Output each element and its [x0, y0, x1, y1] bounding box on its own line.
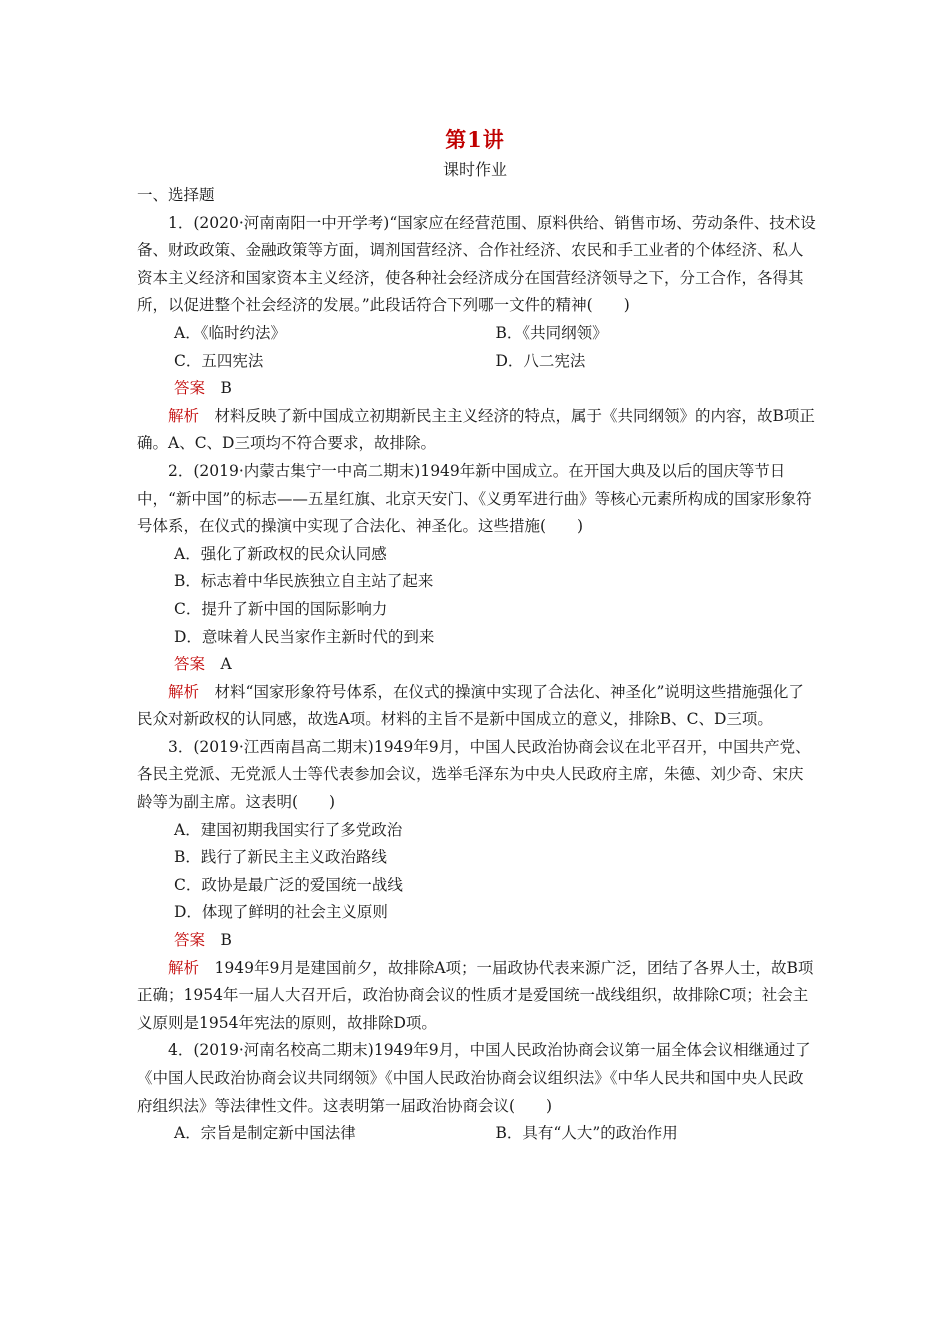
question-2-analysis: [137, 679, 817, 734]
analysis-text: 1949年9月是建国前夕，故排除A项；一届政协代表来源广泛，团结了各界人士，故B项正确；1954年一届人大召开后，政治协商会议的性质才是爱国统一战线组织，故排除C项；社会主义原则是1954年宪法的原则，故排除D项。: [137, 958, 814, 1032]
question-3-stem: 3．(2019·江西南昌高二期末)1949年9月，中国人民政治协商会议在北平召开，中国共产党、各民主党派、无党派人士等代表参加会议，选举毛泽东为中央人民政府主席，朱德、刘少奇、宋庆龄等为副主席。这表明( ): [137, 737, 811, 812]
analysis-text: 材料“国家形象符号体系，在仪式的操演中实现了合法化、神圣化”说明这些措施强化了民众对新政权的认同感，故选A项。材料的主旨不是新中国成立的意义，排除B、C、D三项。: [137, 682, 804, 729]
option-d: D．体现了鲜明的社会主义原则: [174, 903, 388, 922]
question-1-analysis: [137, 403, 817, 458]
analysis-label: 解析: [168, 682, 200, 701]
option-a: A．强化了新政权的民众认同感: [174, 544, 387, 563]
question-1-stem: 1．(2020·河南南阳一中开学考)“国家应在经营范围、原料供给、销售市场、劳动条件、技术设备、财政政策、金融政策等方面，调剂国营经济、合作社经济、农民和手工业者的个体经济、私人资本主义经济和国家资本主义经济，使各种社会经济成分在国营经济领导之下，分工合作，各得其所，以促进整个社会经济的发展。”此段话符合下列哪一文件的精神( ): [137, 213, 816, 315]
answer-value: B: [220, 379, 232, 398]
analysis-text: 材料反映了新中国成立初期新民主主义经济的特点，属于《共同纲领》的内容，故B项正确。A、C、D三项均不符合要求，故排除。: [137, 406, 815, 453]
section-heading: 一、选择题: [137, 186, 215, 204]
page-title: 第1讲: [445, 127, 505, 152]
option-c: C．政协是最广泛的爱国统一战线: [174, 875, 403, 894]
option-d: D．意味着人民当家作主新时代的到来: [174, 627, 435, 646]
question-4-options-row-1: [137, 1120, 817, 1148]
option-c: C．五四宪法: [174, 351, 264, 370]
option-b: B．践行了新民主主义政治路线: [174, 848, 387, 867]
question-2-stem: 2．(2019·内蒙古集宁一中高二期末)1949年新中国成立。在开国大典及以后的国庆等节日中，“新中国”的标志——五星红旗、北京天安门、《义勇军进行曲》等核心元素所构成的国家形象符号体系，在仪式的操演中实现了合法化、神圣化。这些措施( ): [137, 461, 812, 536]
question-1-answer: [137, 375, 817, 403]
option-a: A．宗旨是制定新中国法律: [174, 1124, 356, 1143]
page-subtitle: 课时作业: [442, 160, 507, 179]
question-1-options-row-1: [137, 320, 817, 348]
option-b: B．标志着中华民族独立自主站了起来: [174, 572, 434, 591]
answer-value: A: [220, 655, 232, 674]
option-b: B．《共同纲领》: [495, 323, 608, 342]
option-c: C．提升了新中国的国际影响力: [174, 599, 388, 618]
question-1-options-row-2: [137, 348, 817, 376]
document-body: [137, 182, 817, 1148]
option-b: B．具有“人大”的政治作用: [495, 1124, 678, 1143]
answer-value: B: [220, 931, 232, 950]
question-3-answer: [137, 927, 817, 955]
question-3-analysis: [137, 955, 817, 1038]
answer-label: 答案: [174, 931, 206, 950]
answer-label: 答案: [174, 379, 206, 398]
option-d: D．八二宪法: [495, 351, 586, 370]
analysis-label: 解析: [168, 406, 200, 425]
analysis-label: 解析: [168, 958, 200, 977]
option-a: A．建国初期我国实行了多党政治: [174, 820, 403, 839]
question-4-stem: 4．(2019·河南名校高二期末)1949年9月，中国人民政治协商会议第一届全体会议相继通过了《中国人民政治协商会议共同纲领》《中国人民政治协商会议组织法》《中华人民共和国中央人民政府组织法》等法律性文件。这表明第一届政治协商会议( ): [137, 1041, 811, 1115]
question-2-answer: [137, 651, 817, 679]
answer-label: 答案: [174, 655, 206, 674]
option-a: A．《临时约法》: [174, 323, 286, 342]
